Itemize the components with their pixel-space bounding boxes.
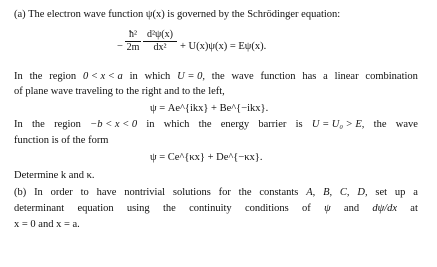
math-inline: 0 < x < a [82, 71, 123, 82]
math-inline: U = 0, [177, 71, 205, 82]
word: determinant [14, 203, 65, 214]
fraction-denominator: dx² [153, 42, 167, 53]
word: In [14, 119, 23, 130]
word: In [34, 187, 43, 198]
fraction-numerator: ħ² [125, 29, 141, 42]
word: (b) [14, 187, 27, 198]
word: barrier [258, 119, 287, 130]
determine-line: Determine k and κ. [14, 170, 95, 181]
word: have [96, 187, 117, 198]
word: at [410, 203, 418, 214]
math-inline: U = U₀ > E, [311, 119, 365, 130]
fraction-denominator: 2m [126, 42, 140, 53]
word: order [50, 187, 73, 198]
word: to [80, 187, 89, 198]
word: combination [365, 71, 418, 82]
part-b-line1 [14, 186, 418, 199]
word: which [163, 119, 190, 130]
word: the [211, 71, 225, 82]
word: the [198, 119, 212, 130]
math-inline: −b < x < 0 [90, 119, 138, 130]
region1-line2: of plane wave traveling to the right and to the left, [14, 86, 225, 97]
equation-region2: ψ = Ce^{κx} + De^{−κx}. [150, 152, 263, 163]
word: the [162, 203, 176, 214]
word: in [146, 119, 155, 130]
word: equation [77, 203, 114, 214]
word: linear [334, 71, 359, 82]
word: solutions [172, 187, 211, 198]
word: conditions [244, 203, 289, 214]
word: continuity [189, 203, 232, 214]
word: in [129, 71, 138, 82]
math-inline: ψ [324, 203, 331, 214]
word: constants [259, 187, 299, 198]
part-b-line3: x = 0 and x = a. [14, 219, 80, 230]
word: a [323, 71, 328, 82]
word: the [373, 119, 387, 130]
word: set [375, 187, 388, 198]
word: has [302, 71, 317, 82]
word: region [54, 119, 81, 130]
word: of [302, 203, 311, 214]
word: region [49, 71, 77, 82]
word: nontrivial [124, 187, 166, 198]
eq-rest: + U(x)ψ(x) = Eψ(x). [180, 41, 267, 52]
fraction-second-derivative [143, 29, 177, 53]
region2-line1 [14, 118, 418, 131]
word: for [218, 187, 231, 198]
word: up [394, 187, 406, 198]
part-a-intro: (a) The electron wave function ψ(x) is governed by the Schrödinger equation: [14, 9, 341, 20]
word: wave [231, 71, 254, 82]
word: using [126, 203, 150, 214]
equation-region1: ψ = Ae^{ikx} + Be^{−ikx}. [150, 103, 269, 114]
word: the [32, 119, 45, 130]
fraction-numerator: d²ψ(x) [143, 29, 177, 42]
fraction-hbar-2m [125, 29, 141, 53]
word: which [144, 71, 171, 82]
eq-minus-sign: − [117, 41, 123, 52]
word: In [14, 71, 23, 82]
word: and [343, 203, 360, 214]
word: the [29, 71, 43, 82]
math-inline: dψ/dx [372, 203, 397, 214]
word: wave [395, 119, 418, 130]
word: a [413, 187, 418, 198]
word: the [238, 187, 252, 198]
word: is [295, 119, 303, 130]
region2-line2: function is of the form [14, 135, 109, 146]
math-inline: C, [339, 187, 350, 198]
word: function [260, 71, 296, 82]
math-inline: A, [306, 187, 316, 198]
word: energy [220, 119, 250, 130]
math-inline: D, [357, 187, 368, 198]
part-b-line2 [14, 202, 418, 215]
region1-line1 [14, 70, 418, 83]
math-inline: B, [323, 187, 333, 198]
